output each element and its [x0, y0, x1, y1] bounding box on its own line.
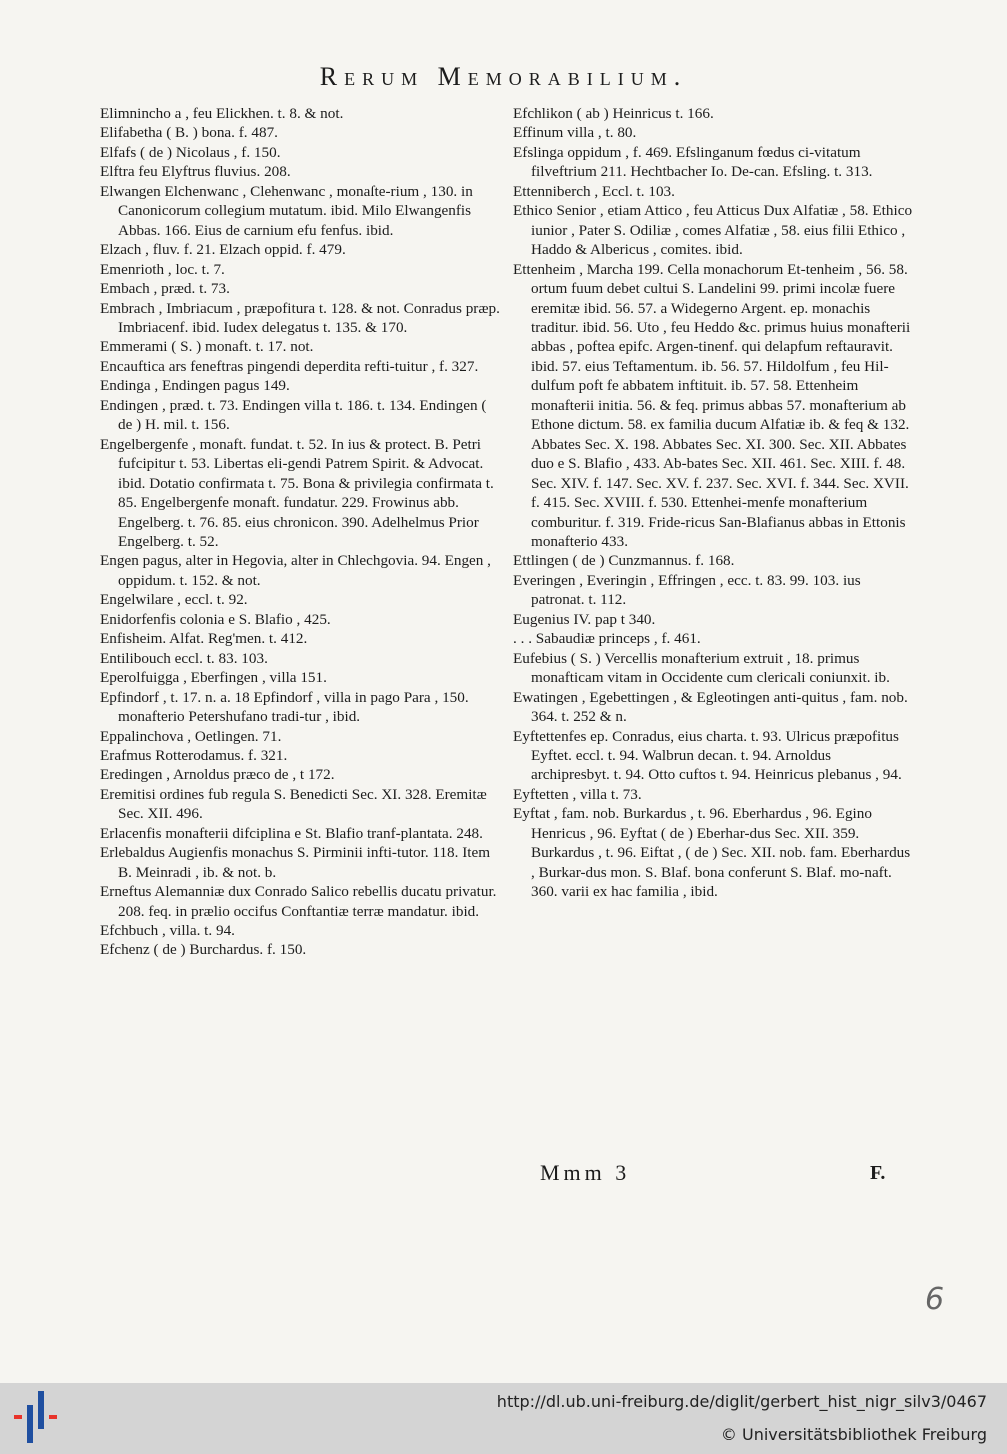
index-entry: Eremitisi ordines fub regula S. Benedicti Sec. XI. 328. Eremitæ Sec. XII. 496. — [100, 785, 487, 823]
index-entry: Ewatingen , Egebettingen , & Egleotingen anti-quitus , fam. nob. 364. t. 252 & n. — [513, 688, 908, 726]
catchword: F. — [870, 1162, 886, 1184]
index-entry: Elzach , fluv. f. 21. Elzach oppid. f. 479. — [100, 241, 346, 259]
index-entry: Eyftetten , villa t. 73. — [513, 785, 642, 803]
index-entry: Eperolfuigga , Eberfingen , villa 151. — [100, 669, 327, 687]
permalink-url[interactable]: http://dl.ub.uni-freiburg.de/diglit/gerbert_hist_nigr_silv3/0467 — [496, 1392, 987, 1411]
index-entry: Erlebaldus Augienfis monachus S. Pirminii infti-tutor. 118. Item B. Meinradi , ib. & not. b. — [100, 844, 491, 881]
index-entry: Endinga , Endingen pagus 149. — [100, 377, 290, 395]
index-entry: . . . Sabaudiæ princeps , f. 461. — [513, 630, 701, 648]
index-entry: Endingen , præd. t. 73. Endingen villa t. 186. t. 134. Endingen ( de ) H. mil. t. 156. — [100, 396, 487, 434]
index-entry: Ethico Senior , etiam Attico , feu Atticus Dux Alfatiæ , 58. Ethico iunior , Pater S. Odiliæ , comes Alfatiæ , 58. eius filii Ethico , Haddo & Albericus , comites. ibid. — [513, 202, 913, 259]
copyright-notice: © Universitätsbibliothek Freiburg — [720, 1425, 987, 1444]
index-entry: Emmerami ( S. ) monaft. t. 17. not. — [100, 338, 314, 356]
index-entry: Engelwilare , eccl. t. 92. — [100, 591, 248, 609]
index-entry: Elwangen Elchenwanc , Clehenwanc , monaſte-rium , 130. in Canonicorum collegium mutatum. ibid. Milo Elwangenfis Abbas. 166. Eius de carnium efu fenfus. ibid. — [100, 182, 473, 239]
index-entry: Elifabetha ( B. ) bona. f. 487. — [100, 124, 278, 142]
index-entry: Epfindorf , t. 17. n. a. 18 Epfindorf , villa in pago Para , 150. monafterio Petershufano tradi-tur , ibid. — [100, 688, 469, 726]
library-logo-icon[interactable] — [14, 1391, 64, 1443]
right-index-column — [513, 104, 913, 902]
index-entry: Efchlikon ( ab ) Heinricus t. 166. — [513, 105, 714, 122]
index-entry: Everingen , Everingin , Effringen , ecc. t. 83. 99. 103. ius patronat. t. 112. — [513, 571, 861, 609]
index-entry: Elimnincho a , feu Elickhen. t. 8. & not. — [100, 105, 344, 122]
index-entry: Eppalinchova , Oetlingen. 71. — [100, 727, 282, 745]
index-entry: Erlacenfis monafterii difciplina e St. Blafio tranf-plantata. 248. — [100, 824, 483, 842]
index-entry: Efchbuch , villa. t. 94. — [100, 922, 235, 940]
index-entry: Embach , præd. t. 73. — [100, 280, 230, 298]
index-entry: Eredingen , Arnoldus præco de , t 172. — [100, 766, 335, 784]
page-header: Rerum Memorabilium. — [319, 62, 688, 91]
signature-mark: Mmm 3 — [540, 1160, 631, 1185]
index-entry: Efchenz ( de ) Burchardus. f. 150. — [100, 941, 307, 959]
index-entry: Embrach , Imbriacum , præpofitura t. 128. & not. Conradus præp. Imbriacenf. ibid. Iudex delegatus t. 135. & 170. — [100, 299, 500, 336]
index-entry: Elfafs ( de ) Nicolaus , f. 150. — [100, 143, 281, 161]
index-entry: Engelbergenfe , monaft. fundat. t. 52. In ius & protect. B. Petri fufcipitur t. 53. Libertas eli-gendi Patrem Spirit. & Advocat. ibid. Dotatio confirmata t. 75. Bona & privilegia confirmata t. 85. Engelbergenfe monaft. fundatur. 229. Frowinus abb. Engelberg. t. 76. 85. eius chronicon. 390. Adelhelmus Prior Engelberg. t. 52. — [100, 435, 494, 550]
index-entry: Ettenniberch , Eccl. t. 103. — [513, 182, 675, 200]
index-entry: Enfisheim. Alfat. Reg'men. t. 412. — [100, 630, 308, 648]
index-entry: Erafmus Rotterodamus. f. 321. — [100, 746, 288, 764]
left-index-column — [100, 104, 500, 960]
index-entry: Effinum villa , t. 80. — [513, 124, 637, 142]
index-entry: Ettlingen ( de ) Cunzmannus. f. 168. — [513, 552, 735, 570]
index-entry: Encauftica ars feneftras pingendi deperdita refti-tuitur , f. 327. — [100, 357, 479, 375]
index-entry: Eyftettenfes ep. Conradus, eius charta. t. 93. Ulricus præpofitus Eyftet. eccl. t. 94. Walbrun decan. t. 94. Arnoldus archipresbyt. t. 94. Otto cuftos t. 94. Heinricus plebanus , 94. — [513, 727, 902, 784]
index-entry: Eugenius IV. pap t 340. — [513, 610, 656, 628]
index-entry: Emenrioth , loc. t. 7. — [100, 260, 225, 278]
index-entry: Efslinga oppidum , f. 469. Efslinganum fœdus ci-vitatum filveftrium 211. Hechtbacher Io. De-can. Efsling. t. 313. — [513, 143, 873, 181]
index-entry: Eyftat , fam. nob. Burkardus , t. 96. Eberhardus , 96. Egino Henricus , 96. Eyftat ( de ) Eberhar-dus Sec. XII. 359. Burkardus , t. 96. Eiftat , ( de ) Sec. XII. nob. fam. Eberhardus , Burkar-dus mon. S. Blaf. bona conferunt S. Blaf. mo-naft. 360. varii ex hac familia , ibid. — [513, 805, 911, 901]
index-entry: Erneftus Alemanniæ dux Conrado Salico rebellis ducatu privatur. 208. feq. in prælio occifus Conftantiæ terræ mandatur. ibid. — [100, 883, 497, 920]
index-entry: Engen pagus, alter in Hegovia, alter in Chlechgovia. 94. Engen , oppidum. t. 152. & not. — [100, 552, 491, 589]
index-entry: Eufebius ( S. ) Vercellis monafterium extruit , 18. primus monafticam vitam in Occidente cum clericali coniunxit. ib. — [513, 649, 890, 687]
index-entry: Entilibouch eccl. t. 83. 103. — [100, 649, 268, 667]
handwritten-page-number: 6 — [925, 1282, 945, 1317]
index-entry: Ettenheim , Marcha 199. Cella monachorum Et-tenheim , 56. 58. ortum fuum debet cultui S. Landelini 99. primi incolæ fuere eremitæ ibid. 56. 57. a Widegerno Argent. ep. monachis traditur. ibid. 56. Uto , feu Heddo &c. primus huius monafterii abbas , poftea epifc. Argen-tinenf. qui delapfum reftauravit. ibid. 57. eius Teftamentum. ib. 56. 57. Hildolfum , feu Hil-dulfum poft fe abbatem inftituit. ib. 57. 58. Ettenheim monafterii initia. 56. & feq. primus abbas 57. monafterium ab Ethone dictum. 58. ex familia ducum Alfatiæ ib. & feq & 132. Abbates Sec. X. 198. Abbates Sec. XI. 300. Sec. XII. Abbates duo e S. Blafio , 433. Ab-bates Sec. XII. 461. Sec. XIII. f. 48. Sec. XIV. f. 147. Sec. XV. f. 237. Sec. XVI. f. 344. Sec. XVII. f. 415. Sec. XVIII. f. 530. Ettenhei-menfe monafterium comburitur. f. 319. Fride-ricus San-Blafianus abbas in Ettonis monafterio 433. — [513, 260, 911, 550]
index-entry: Elftra feu Elyftrus fluvius. 208. — [100, 163, 291, 181]
index-entry: Enidorfenfis colonia e S. Blafio , 425. — [100, 610, 331, 628]
